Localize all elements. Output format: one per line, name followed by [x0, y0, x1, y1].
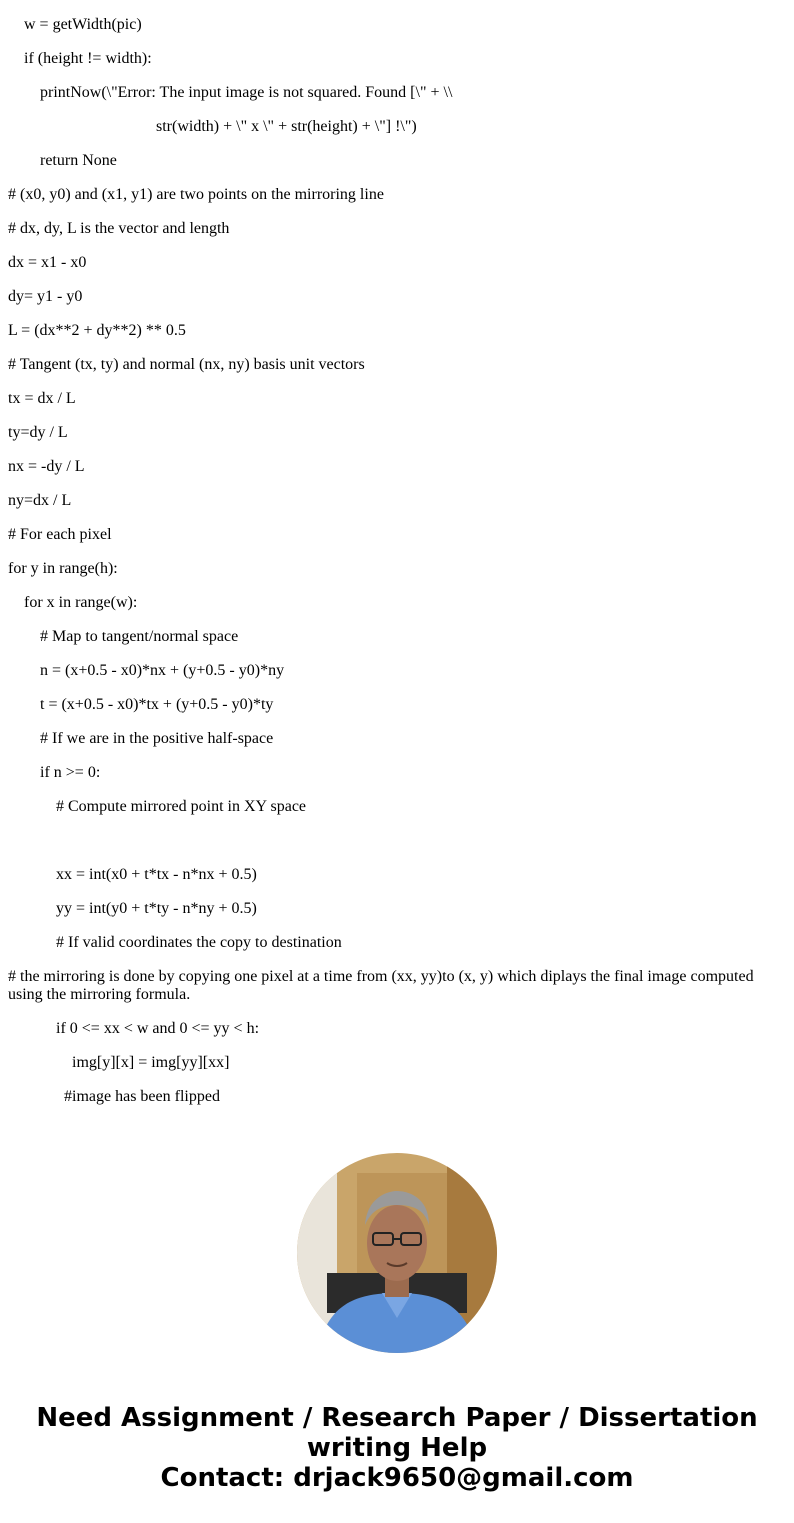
code-line: for x in range(w): [24, 594, 138, 611]
code-comment: # (x0, y0) and (x1, y1) are two points on the mirroring line [8, 186, 384, 203]
code-line: L = (dx**2 + dy**2) ** 0.5 [8, 322, 186, 339]
code-line: return None [40, 152, 117, 169]
code-line: w = getWidth(pic) [24, 16, 142, 33]
code-line: for y in range(h): [8, 560, 118, 577]
code-line: if 0 <= xx < w and 0 <= yy < h: [56, 1020, 260, 1037]
code-line: printNow(\"Error: The input image is not squared. Found [\" + \\ [40, 84, 453, 101]
code-line: tx = dx / L [8, 390, 76, 407]
promo-contact: Contact: drjack9650@gmail.com [160, 1463, 634, 1493]
code-line: str(width) + \" x \" + str(height) + \"] !\") [156, 118, 417, 135]
code-line: ty=dy / L [8, 424, 68, 441]
code-comment: #image has been flipped [64, 1088, 220, 1105]
promo-line-2: writing Help [306, 1433, 488, 1463]
author-portrait [297, 1153, 497, 1353]
code-comment: # dx, dy, L is the vector and length [8, 220, 230, 237]
portrait-face [367, 1205, 427, 1281]
code-comment: # If valid coordinates the copy to destination [56, 934, 342, 951]
code-comment: # Compute mirrored point in XY space [56, 798, 307, 815]
code-line: yy = int(y0 + t*ty - n*ny + 0.5) [56, 900, 257, 917]
code-comment: # the mirroring is done by copying one pixel at a time from (xx, yy)to (x, y) which diplays the final image computed using the mirroring formula. [8, 968, 754, 1003]
code-line: if n >= 0: [40, 764, 101, 781]
code-line: ny=dx / L [8, 492, 72, 509]
code-line: dy= y1 - y0 [8, 288, 83, 305]
promo-banner [0, 1403, 794, 1493]
code-comment: # For each pixel [8, 526, 112, 543]
code-comment: # Tangent (tx, ty) and normal (nx, ny) basis unit vectors [8, 356, 365, 373]
promo-line-1: Need Assignment / Research Paper / Dissertation [36, 1403, 758, 1433]
code-line: dx = x1 - x0 [8, 254, 87, 271]
code-comment: # Map to tangent/normal space [40, 628, 239, 645]
code-line: img[y][x] = img[yy][xx] [72, 1054, 230, 1071]
code-line: xx = int(x0 + t*tx - n*nx + 0.5) [56, 866, 257, 883]
code-line: t = (x+0.5 - x0)*tx + (y+0.5 - y0)*ty [40, 696, 274, 713]
author-avatar [297, 1153, 497, 1353]
code-line: n = (x+0.5 - x0)*nx + (y+0.5 - y0)*ny [40, 662, 285, 679]
code-comment: # If we are in the positive half-space [40, 730, 274, 747]
code-line: nx = -dy / L [8, 458, 85, 475]
code-line: if (height != width): [24, 50, 152, 67]
